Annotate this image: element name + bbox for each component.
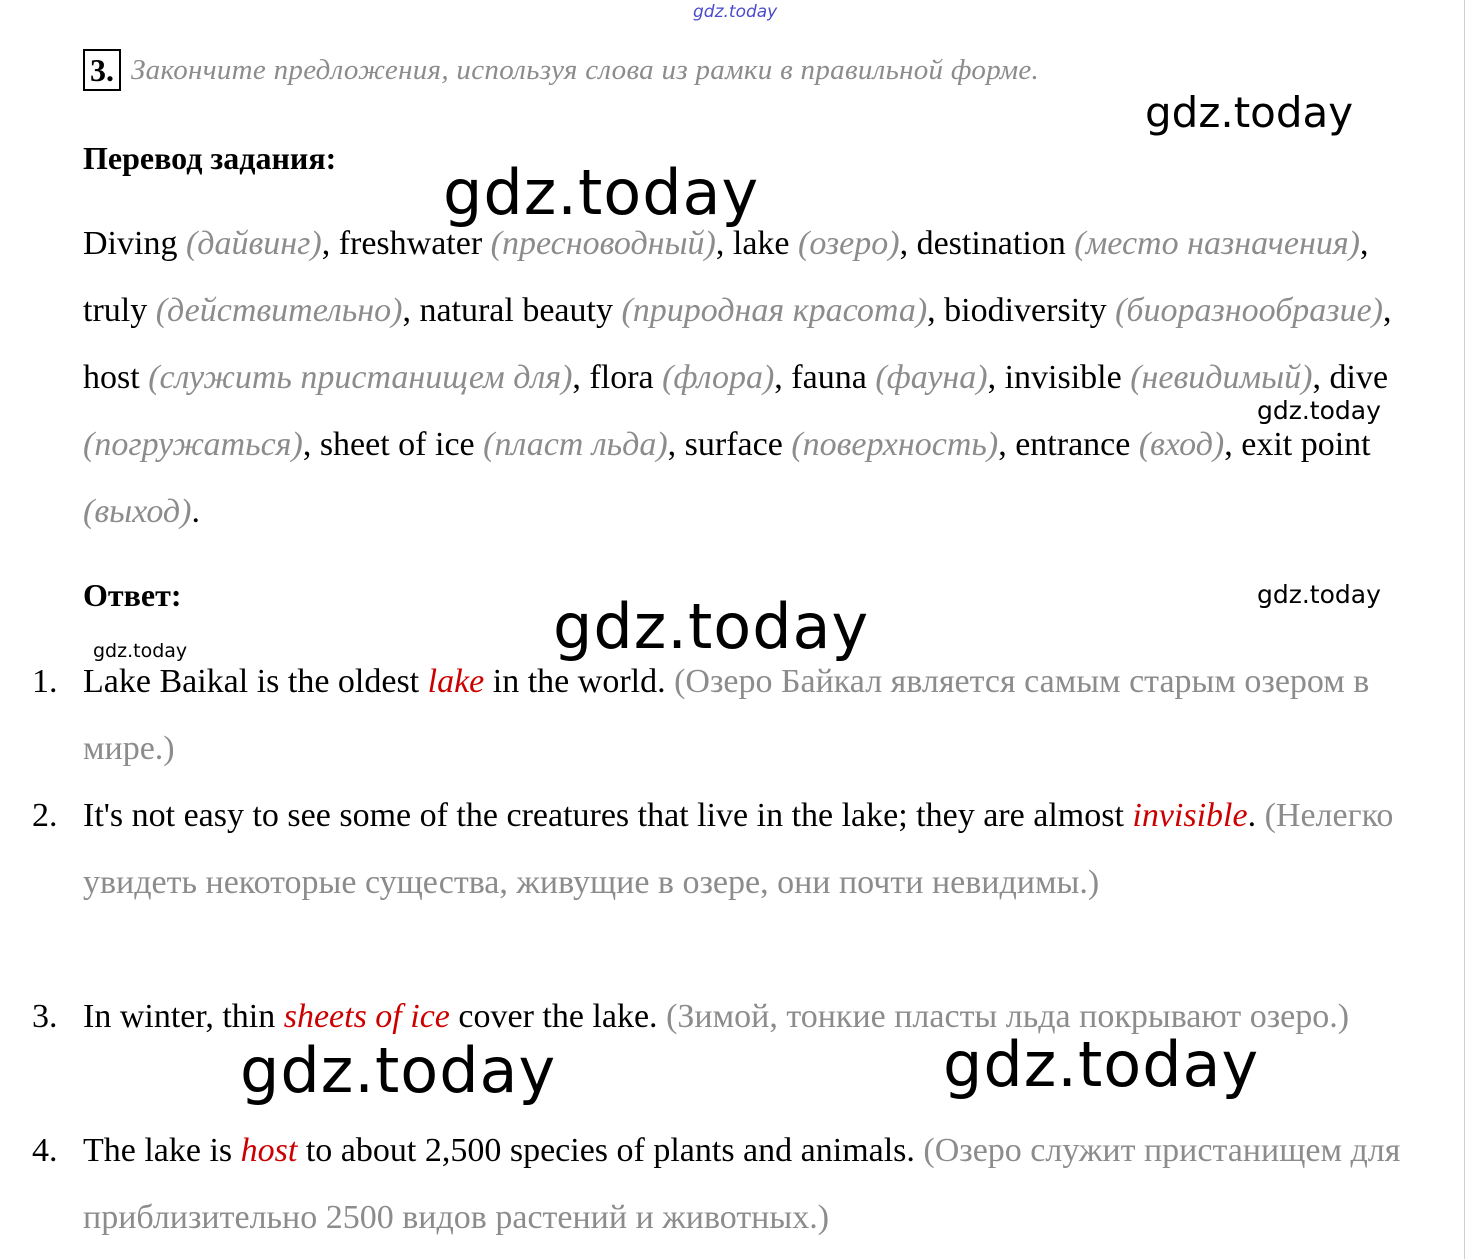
task-instruction: Закончите предложения, используя слова из рамки в правильной форме. [131, 53, 1040, 86]
watermark: gdz.today [693, 2, 778, 22]
vocabulary-paragraph: Diving (дайвинг), freshwater (пресноводный), lake (озеро), destination (место назначения), truly (действительно), natural beauty (природная красота), biodiversity (биоразнообразие), host (служить пристанищем для), flora (флора), fauna (фауна), invisible (невидимый), dive (погружаться), sheet of ice (пласт льда), surface (поверхность), entrance (вход), exit point (выход). [83, 225, 1392, 530]
vocab-translation: (дайвинг) [185, 225, 322, 262]
item-translation: (Озеро Байкал является самым старым озером в мире.) [83, 663, 1370, 767]
vocab-term: biodiversity [944, 292, 1107, 329]
vocab-term: host [83, 359, 140, 396]
vocab-term: Diving [83, 225, 178, 262]
vocab-translation: (место назначения) [1074, 225, 1360, 262]
watermark: gdz.today [93, 640, 188, 662]
watermark: gdz.today [240, 1034, 557, 1107]
answer-item [32, 648, 1422, 782]
vocab-term: fauna [791, 359, 867, 396]
vocab-term: truly [83, 292, 148, 329]
vocab-term: destination [916, 225, 1066, 262]
watermark: gdz.today [443, 156, 760, 229]
item-translation: (Нелегко увидеть некоторые существа, живущие в озере, они почти невидимы.) [83, 797, 1394, 901]
vocab-translation: (флора) [662, 359, 775, 396]
vocab-translation: (природная красота) [621, 292, 928, 329]
answer-heading: Ответ: [83, 577, 182, 613]
vocab-term: surface [684, 426, 783, 463]
vocab-term: lake [732, 225, 790, 262]
item-number: 4. [32, 1132, 58, 1169]
vocab-translation: (выход) [83, 493, 192, 530]
vocab-term: dive [1329, 359, 1389, 396]
sentence-end: in the world. [484, 663, 666, 700]
task-number: 3. [83, 49, 121, 91]
item-text [83, 1117, 1422, 1251]
vocab-term: natural beauty [419, 292, 613, 329]
task-header [83, 49, 1039, 91]
watermark: gdz.today [1257, 396, 1381, 425]
vocab-translation: (поверхность) [791, 426, 999, 463]
vocab-translation: (невидимый) [1130, 359, 1313, 396]
sentence-start: Lake Baikal is the oldest [83, 663, 428, 700]
vocab-translation: (служить пристанищем для) [148, 359, 573, 396]
watermark: gdz.today [1257, 580, 1381, 609]
sentence-end: . [1247, 797, 1257, 834]
vocab-translation: (вход) [1138, 426, 1225, 463]
item-translation: (Озеро служит пристанищем для приблизительно 2500 видов растений и животных.) [83, 1132, 1401, 1236]
translation-heading: Перевод задания: [83, 140, 337, 176]
item-number: 1. [32, 663, 58, 700]
sentence-end: cover the lake. [449, 998, 658, 1035]
answer-item [32, 1117, 1422, 1251]
sentence-start: In winter, thin [83, 998, 284, 1035]
watermark: gdz.today [553, 590, 870, 663]
watermark: gdz.today [1145, 88, 1354, 137]
vocab-term: sheet of ice [319, 426, 475, 463]
vocab-term: exit point [1241, 426, 1371, 463]
answer-word: lake [427, 663, 485, 700]
vocab-translation: (пресноводный) [490, 225, 716, 262]
sentence-end: to about 2,500 species of plants and animals. [297, 1132, 915, 1169]
answer-item [32, 782, 1422, 916]
sentence-start: It's not easy to see some of the creatures that live in the lake; they are almost [83, 797, 1133, 834]
item-number: 2. [32, 797, 58, 834]
item-number: 3. [32, 998, 58, 1035]
vocab-translation: (пласт льда) [483, 426, 668, 463]
vocab-term: entrance [1015, 426, 1131, 463]
item-text [83, 782, 1422, 916]
vocab-translation: (биоразнообразие) [1115, 292, 1383, 329]
vocab-term: freshwater [338, 225, 483, 262]
answer-word: sheets of ice [283, 998, 450, 1035]
item-translation: (Зимой, тонкие пласты льда покрывают озеро.) [666, 998, 1350, 1035]
answer-word: invisible [1132, 797, 1248, 834]
vocab-translation: (действительно) [155, 292, 403, 329]
answer-word: host [240, 1132, 298, 1169]
watermark: gdz.today [943, 1028, 1260, 1101]
item-text [83, 648, 1422, 782]
vocab-term: invisible [1004, 359, 1122, 396]
sentence-start: The lake is [83, 1132, 241, 1169]
vocab-translation: (озеро) [798, 225, 900, 262]
page-border [1464, 0, 1465, 1259]
vocab-term: flora [589, 359, 654, 396]
vocab-translation: (погружаться) [83, 426, 303, 463]
vocab-translation: (фауна) [875, 359, 988, 396]
